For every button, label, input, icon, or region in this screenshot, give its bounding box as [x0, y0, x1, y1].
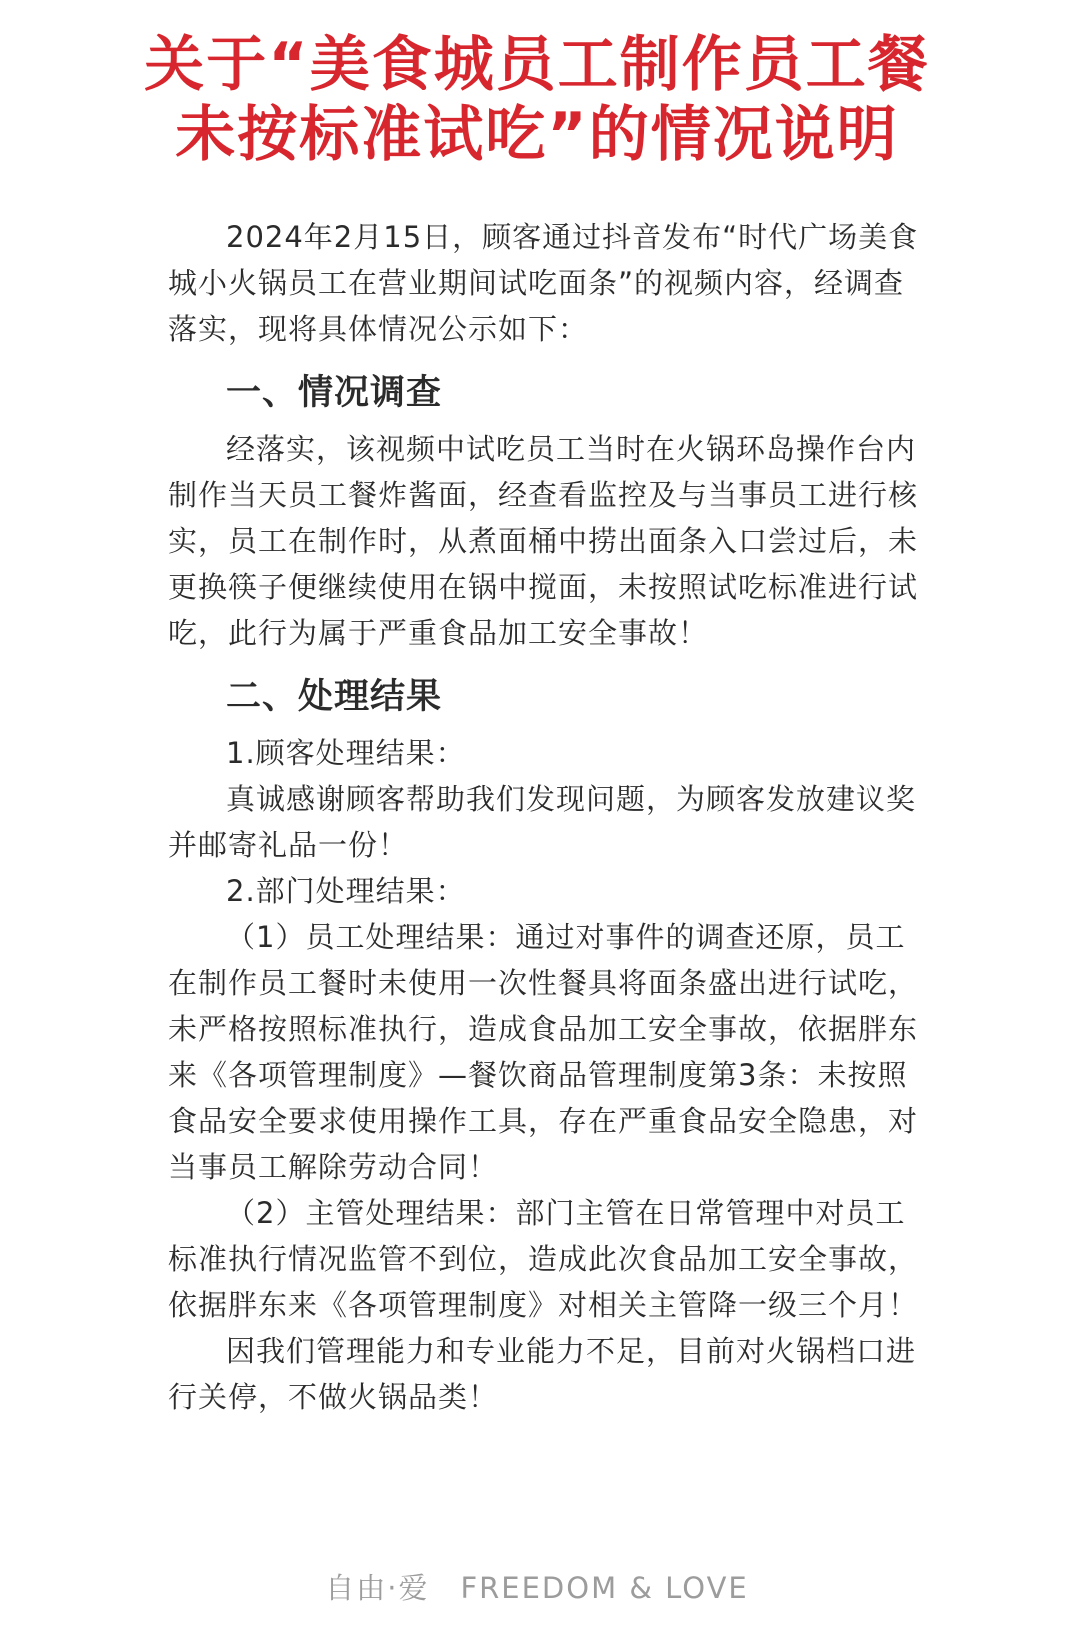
- intro-paragraph: 2024年2月15日，顾客通过抖音发布“时代广场美食城小火锅员工在营业期间试吃面条”的视频内容，经调查落实，现将具体情况公示如下：: [168, 220, 919, 346]
- staff-result-paragraph: （1）员工处理结果：通过对事件的调查还原，员工在制作员工餐时未使用一次性餐具将面条盛出进行试吃，未严格按照标准执行，造成食品加工安全事故，依据胖东来《各项管理制度》—餐饮商品管理制度第3条：未按照食品安全要求使用操作工具，存在严重食品安全隐患，对当事员工解除劳动合同！: [168, 920, 919, 1184]
- department-result-label: 2.部门处理结果：: [226, 874, 466, 908]
- customer-result-label: 1.顾客处理结果：: [226, 736, 466, 770]
- investigation-paragraph: 经落实，该视频中试吃员工当时在火锅环岛操作台内制作当天员工餐炸酱面，经查看监控及与当事员工进行核实，员工在制作时，从煮面桶中捞出面条入口尝过后，未更换筷子便继续使用在锅中搅面，未按照试吃标准进行试吃，此行为属于严重食品加工安全事故！: [168, 432, 919, 650]
- title-line-1: 关于“美食城员工制作员工餐: [144, 30, 930, 100]
- title-line-2: 未按标准试吃”的情况说明: [175, 100, 899, 170]
- closing-paragraph: 因我们管理能力和专业能力不足，目前对火锅档口进行关停，不做火锅品类！: [168, 1334, 917, 1414]
- notice-body: [168, 214, 920, 1420]
- manager-result-paragraph: （2）主管处理结果：部门主管在日常管理中对员工标准执行情况监管不到位，造成此次食品加工安全事故，依据胖东来《各项管理制度》对相关主管降一级三个月！: [168, 1196, 919, 1322]
- section-heading-result: 二、处理结果: [226, 677, 443, 717]
- customer-result-paragraph: 真诚感谢顾客帮助我们发现问题，为顾客发放建议奖并邮寄礼品一份！: [168, 782, 917, 862]
- footer-slogan: 自由·爱 FREEDOM & LOVE: [325, 1571, 749, 1605]
- section-heading-investigation: 一、情况调查: [226, 373, 443, 413]
